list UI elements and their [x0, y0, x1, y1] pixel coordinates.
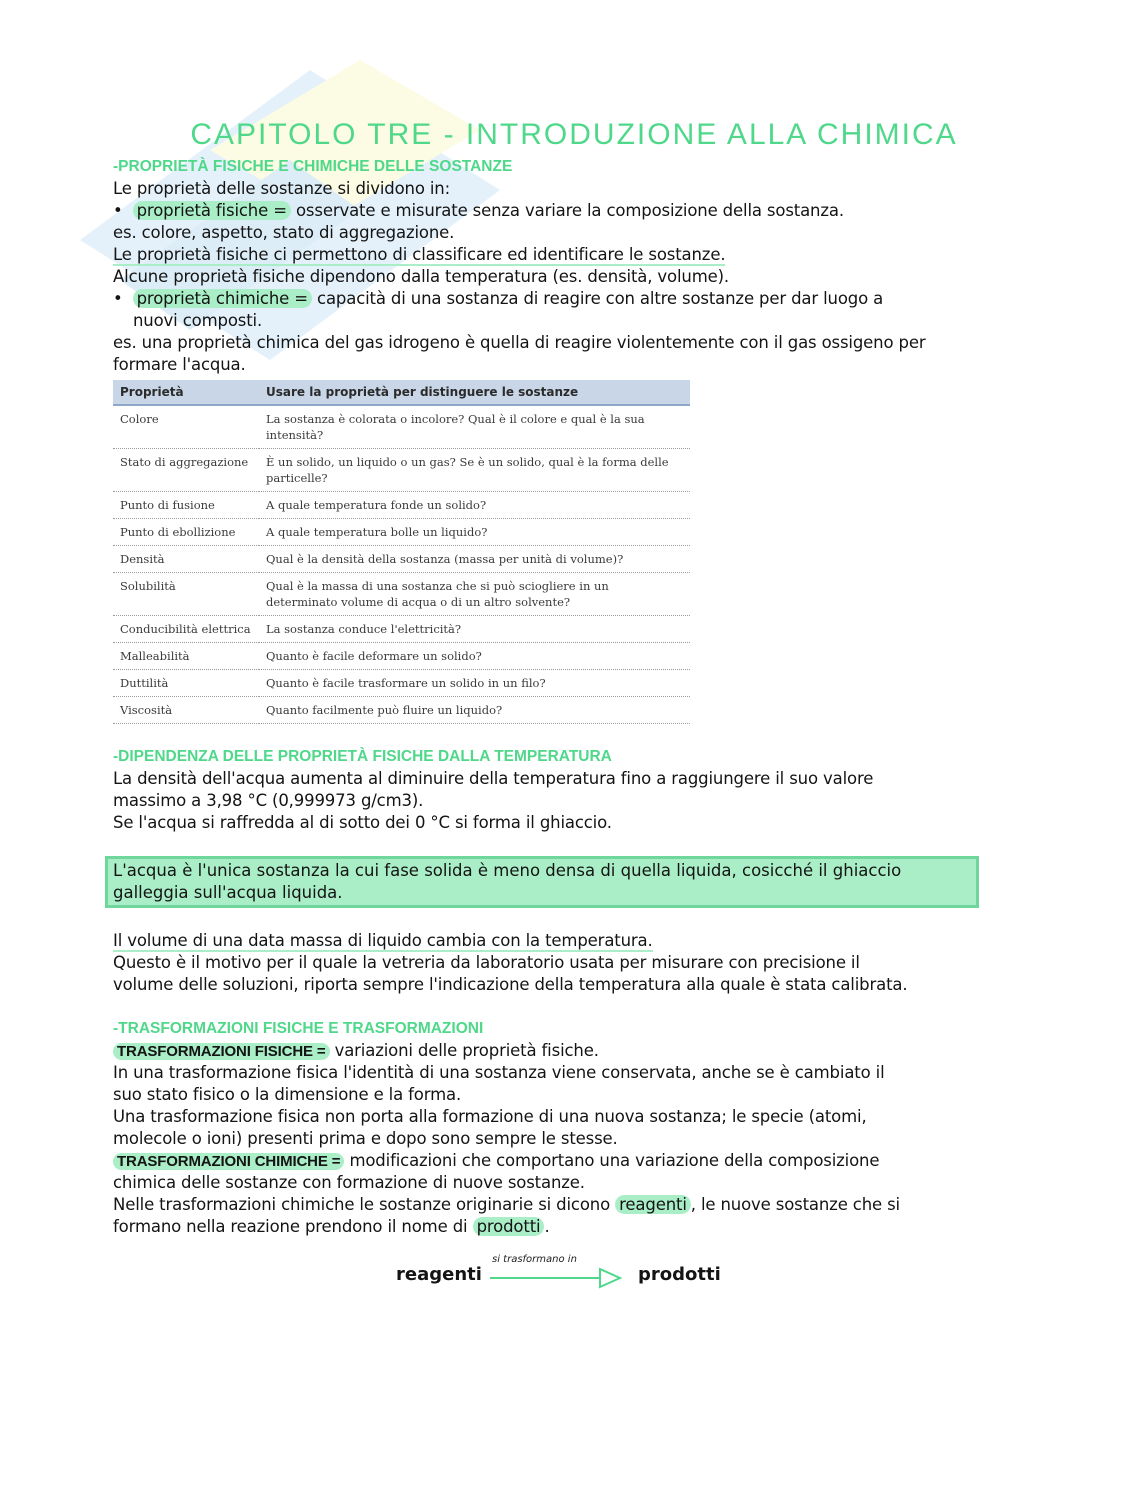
term-highlight: proprietà chimiche =	[133, 289, 312, 308]
term-highlight: proprietà fisiche =	[133, 201, 291, 220]
text-line: modificazioni che comportano una variazione della composizione	[344, 1151, 880, 1170]
table-header-cell: Usare la proprietà per distinguere le sostanze	[259, 380, 690, 405]
section-heading-temperatura: -DIPENDENZA DELLE PROPRIETÀ FISICHE DALLA TEMPERATURA	[113, 748, 612, 765]
text-line: volume delle soluzioni, riporta sempre l'indicazione della temperatura alla quale è stata calibrata.	[113, 975, 908, 994]
table-row	[113, 492, 690, 519]
table-row	[113, 643, 690, 670]
table-cell: Conducibilità elettrica	[113, 616, 259, 643]
table-cell: Qual è la massa di una sostanza che si può sciogliere in un determinato volume di acqua o di un altro solvente?	[259, 573, 690, 616]
table-cell: Solubilità	[113, 573, 259, 616]
underlined-text: Le proprietà fisiche ci permettono di classificare ed identificare le sostanze.	[113, 245, 726, 264]
main-content	[113, 156, 1043, 1238]
table-cell: Quanto è facile deformare un solido?	[259, 643, 690, 670]
reaction-diagram	[396, 1254, 736, 1294]
table-cell: Quanto è facile trasformare un solido in un filo?	[259, 670, 690, 697]
table-cell: Duttilità	[113, 670, 259, 697]
reagenti-label: reagenti	[396, 1264, 482, 1285]
table-cell: La sostanza conduce l'elettricità?	[259, 616, 690, 643]
text-line	[113, 244, 1043, 266]
table-cell: Qual è la densità della sostanza (massa per unità di volume)?	[259, 546, 690, 573]
arrow-right-icon	[488, 1266, 628, 1290]
term-highlight: TRASFORMAZIONI CHIMICHE =	[113, 1153, 344, 1170]
text-line: Una trasformazione fisica non porta alla formazione di una nuova sostanza; le specie (atomi,	[113, 1107, 867, 1126]
term-highlight: reagenti	[615, 1195, 691, 1214]
text-line	[113, 930, 1043, 952]
text-line: galleggia sull'acqua liquida.	[113, 883, 343, 902]
text-line: suo stato fisico o la dimensione e la forma.	[113, 1085, 462, 1104]
text-line	[113, 1040, 1043, 1062]
table-cell: Punto di ebollizione	[113, 519, 259, 546]
table-cell: La sostanza è colorata o incolore? Qual è il colore e qual è la sua intensità?	[259, 405, 690, 449]
table-row	[113, 405, 690, 449]
text-line: es. una proprietà chimica del gas idrogeno è quella di reagire violentemente con il gas ossigeno per	[113, 333, 926, 352]
table-cell: Colore	[113, 405, 259, 449]
table-row	[113, 670, 690, 697]
text-line: nuovi composti.	[133, 311, 263, 330]
table-header-cell: Proprietà	[113, 380, 259, 405]
text-line: Le proprietà delle sostanze si dividono in:	[113, 179, 451, 198]
prodotti-label: prodotti	[638, 1264, 721, 1285]
table-cell: Quanto facilmente può fluire un liquido?	[259, 697, 690, 724]
term-highlight: TRASFORMAZIONI FISICHE =	[113, 1043, 330, 1060]
text-line: es. colore, aspetto, stato di aggregazione.	[113, 223, 455, 242]
text-line: massimo a 3,98 °C (0,999973 g/cm3).	[113, 791, 424, 810]
section-heading-proprieta: -PROPRIETÀ FISICHE E CHIMICHE DELLE SOSTANZE	[113, 158, 513, 175]
text-line: Nelle trasformazioni chimiche le sostanze originarie si dicono	[113, 1195, 616, 1214]
text-line: La densità dell'acqua aumenta al diminuire della temperatura fino a raggiungere il suo valore	[113, 769, 874, 788]
bullet-proprieta-fisiche	[113, 200, 1043, 222]
text-line: molecole o ioni) presenti prima e dopo sono sempre le stesse.	[113, 1129, 618, 1148]
page-title: CAPITOLO TRE - INTRODUZIONE ALLA CHIMICA	[190, 118, 958, 151]
table-row	[113, 573, 690, 616]
text-line	[113, 1194, 1043, 1216]
table-cell: È un solido, un liquido o un gas? Se è un solido, qual è la forma delle particelle?	[259, 449, 690, 492]
table-cell: Viscosità	[113, 697, 259, 724]
text-line: Se l'acqua si raffredda al di sotto dei 0 °C si forma il ghiaccio.	[113, 813, 612, 832]
text-line: Questo è il motivo per il quale la vetreria da laboratorio usata per misurare con precisione il	[113, 953, 860, 972]
section-heading-trasformazioni: -TRASFORMAZIONI FISICHE E TRASFORMAZIONI	[113, 1020, 484, 1037]
text-line	[113, 1150, 1043, 1172]
table-header-row	[113, 380, 690, 405]
text-line: capacità di una sostanza di reagire con altre sostanze per dar luogo a	[311, 289, 884, 308]
arrow-note: si trasformano in	[492, 1254, 577, 1265]
table-cell: A quale temperatura bolle un liquido?	[259, 519, 690, 546]
table-row	[113, 449, 690, 492]
text-line: .	[544, 1217, 550, 1236]
text-line: Alcune proprietà fisiche dipendono dalla temperatura (es. densità, volume).	[113, 267, 730, 286]
table-row	[113, 616, 690, 643]
table-cell: Stato di aggregazione	[113, 449, 259, 492]
text-line: osservate e misurate senza variare la composizione della sostanza.	[290, 201, 844, 220]
table-cell: Punto di fusione	[113, 492, 259, 519]
table-row	[113, 546, 690, 573]
text-line: In una trasformazione fisica l'identità di una sostanza viene conservata, anche se è cambiato il	[113, 1063, 885, 1082]
table-cell: Malleabilità	[113, 643, 259, 670]
text-line: formano nella reazione prendono il nome di	[113, 1217, 473, 1236]
table-cell: A quale temperatura fonde un solido?	[259, 492, 690, 519]
term-highlight: prodotti	[473, 1217, 545, 1236]
text-line: L'acqua è l'unica sostanza la cui fase solida è meno densa di quella liquida, cosicché il ghiaccio	[113, 861, 902, 880]
properties-table	[113, 380, 690, 724]
text-line: chimica delle sostanze con formazione di nuove sostanze.	[113, 1173, 585, 1192]
bullet-proprieta-chimiche	[113, 288, 1043, 310]
table-row	[113, 519, 690, 546]
text-line: variazioni delle proprietà fisiche.	[329, 1041, 599, 1060]
text-line	[113, 1216, 1043, 1238]
underlined-text: Il volume di una data massa di liquido cambia con la temperatura.	[113, 931, 653, 950]
table-row	[113, 697, 690, 724]
text-line: , le nuove sostanze che si	[690, 1195, 900, 1214]
text-line: formare l'acqua.	[113, 355, 246, 374]
table-cell: Densità	[113, 546, 259, 573]
highlight-box	[105, 856, 979, 908]
